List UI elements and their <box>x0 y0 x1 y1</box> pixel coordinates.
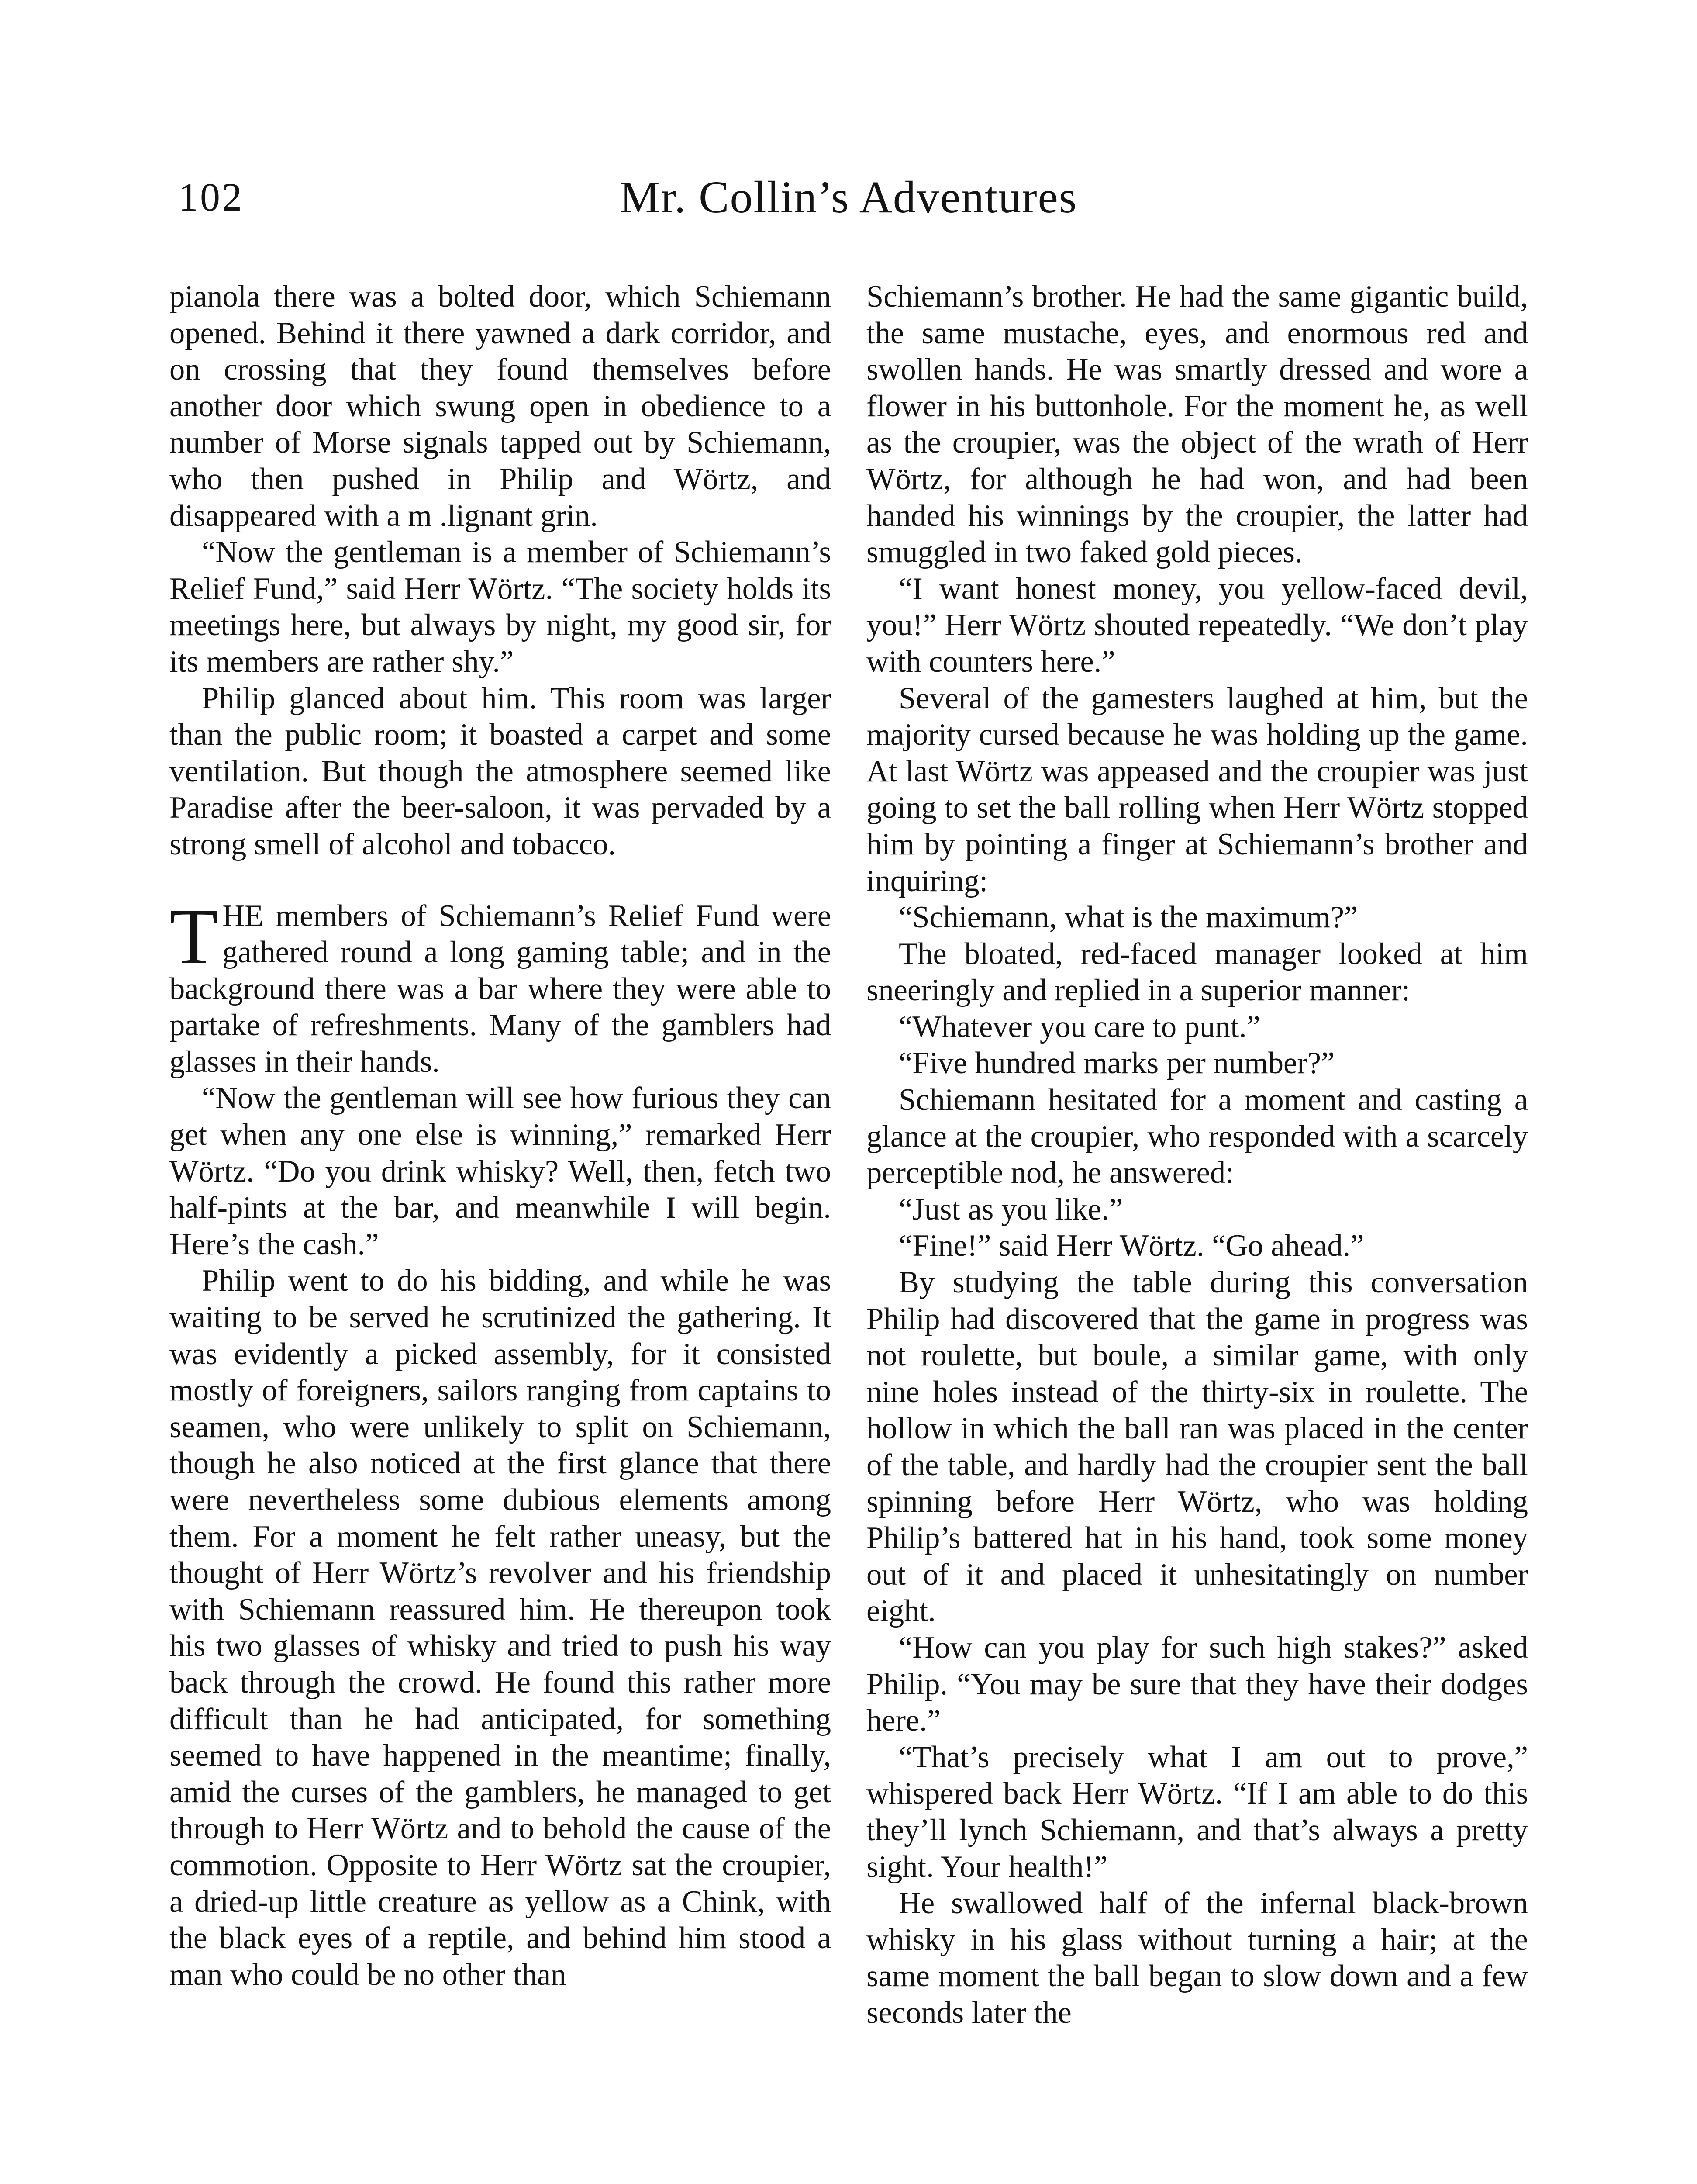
paragraph: By studying the table during this conversation Philip had discovered that the game in progress was not roulette, but boule, a similar game, with only nine holes instead of the thirty-six in roulette. The hollow in which the ball ran was placed in the center of the table, and hardly had the croupier sent the ball spinning before Herr Wörtz, who was holding Philip’s battered hat in his hand, took some money out of it and placed it unhesitatingly on number eight. <box>866 1265 1528 1628</box>
paragraph: “Fine!” said Herr Wörtz. “Go ahead.” <box>899 1229 1364 1263</box>
paragraph: Schiemann hesitated for a moment and casting a glance at the croupier, who responded with a scarcely perceptible nod, he answered: <box>866 1083 1528 1190</box>
paragraph: “How can you play for such high stakes?” asked Philip. “You may be sure that they have their dodges here.” <box>866 1630 1528 1738</box>
paragraph: “Whatever you care to punt.” <box>899 1009 1260 1044</box>
paragraph: Several of the gamesters laughed at him, but the majority cursed because he was holding up the game. At last Wörtz was appeased and the croupier was just going to set the ball rolling when Herr Wörtz stopped him by pointing a finger at Schiemann’s brother and inquiring: <box>866 681 1528 898</box>
running-title: Mr. Collin’s Adventures <box>619 172 1078 222</box>
paragraph: Schiemann’s brother. He had the same gigantic build, the same mustache, eyes, and enormous red and swollen hands. He was smartly dressed and wore a flower in his buttonhole. For the moment he, as well as the croupier, was the object of the wrath of Herr Wörtz, for although he had won, and had been handed his winnings by the croupier, the latter had smuggled in two faked gold pieces. <box>866 280 1528 570</box>
paragraph: “Just as you like.” <box>899 1192 1123 1227</box>
paragraph: Philip glanced about him. This room was larger than the public room; it boasted a carpet and some ventilation. But though the atmosphere seemed like Paradise after the beer-saloon, it was pervaded by a strong smell of alcohol and tobacco. <box>169 681 831 861</box>
paragraph: “Schiemann, what is the maximum?” <box>899 900 1358 935</box>
paragraph: Philip went to do his bidding, and while he was waiting to be served he scrutinized the gathering. It was evidently a picked assembly, for it consisted mostly of foreigners, sailors ranging from captains to seamen, who were unlikely to split on Schiemann, though he also noticed at the first glance that there were nevertheless some dubious elements among them. For a moment he felt rather uneasy, but the thought of Herr Wörtz’s revolver and his friendship with Schiemann reassured him. He thereupon took his two glasses of whisky and tried to push his way back through the crowd. He found this rather more difficult than he had anticipated, for something seemed to have happened in the meantime; finally, amid the curses of the gamblers, he managed to get through to Herr Wörtz and to behold the cause of the commotion. Opposite to Herr Wörtz sat the croupier, a dried-up little creature as yellow as a Chink, with the black eyes of a reptile, and behind him stood a man who could be no other than <box>169 1264 831 1992</box>
section-opening-paragraph <box>169 892 831 1081</box>
drop-initial: T <box>169 892 218 981</box>
right-column <box>866 279 1528 2032</box>
paragraph: “That’s precisely what I am out to prove,” whispered back Herr Wörtz. “If I am able to do this they’ll lynch Schiemann, and that’s always a pretty sight. Your health!” <box>866 1740 1528 1884</box>
paragraph: The bloated, red-faced manager looked at him sneeringly and replied in a superior manner: <box>866 936 1528 1008</box>
paragraph: “Five hundred marks per number?” <box>899 1046 1335 1081</box>
paragraph: “Now the gentleman will see how furious they can get when any one else is winning,” remarked Herr Wörtz. “Do you drink whisky? Well, then, fetch two half-pints at the bar, and meanwhile I will begin. Here’s the cash.” <box>169 1081 831 1261</box>
paragraph: “Now the gentleman is a member of Schiemann’s Relief Fund,” said Herr Wörtz. “The society holds its meetings here, but always by night, my good sir, for its members are rather shy.” <box>169 535 831 679</box>
paragraph: pianola there was a bolted door, which Schiemann opened. Behind it there yawned a dark corridor, and on crossing that they found themselves before another door which swung open in obedience to a number of Morse signals tapped out by Schiemann, who then pushed in Philip and Wörtz, and disappeared with a m .lignant grin. <box>169 280 831 533</box>
paragraph: He swallowed half of the infernal black-brown whisky in his glass without turning a hair; at the same moment the ball began to slow down and a few seconds later the <box>866 1886 1528 2030</box>
page-number: 102 <box>178 175 244 219</box>
left-column <box>169 279 831 1993</box>
paragraph-text: HE members of Schiemann’s Relief Fund were gathered round a long gaming table; and in the background there was a bar where they were able to partake of refreshments. Many of the gamblers had glasses in their hands. <box>169 898 831 1079</box>
paragraph: “I want honest money, you yellow-faced devil, you!” Herr Wörtz shouted repeatedly. “We don’t play with counters here.” <box>866 571 1528 679</box>
